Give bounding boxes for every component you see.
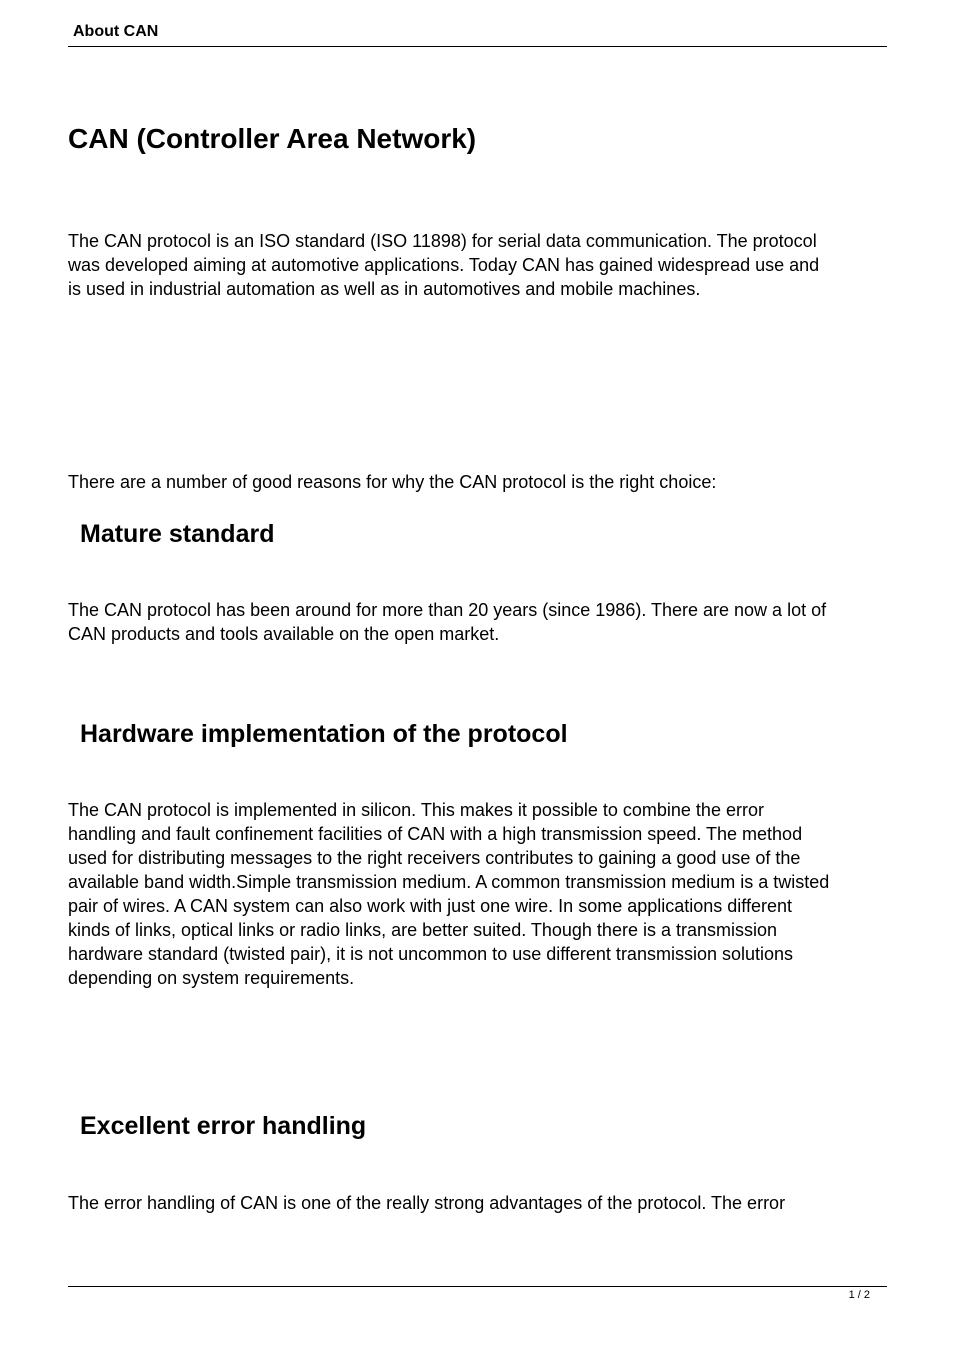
intro-paragraph [68,229,898,301]
page-title: CAN (Controller Area Network) [68,123,477,154]
intro-line: was developed aiming at automotive applications. Today CAN has gained widespread use and [68,255,820,275]
header-title: About CAN [73,23,159,40]
intro-line: The CAN protocol is an ISO standard (ISO 11898) for serial data communication. The protocol [68,231,817,251]
section-heading-mature-standard: Mature standard [80,520,275,548]
paragraph-line: The error handling of CAN is one of the really strong advantages of the protocol. The error [68,1193,786,1213]
section-paragraph-mature-standard [68,598,898,646]
paragraph-line: handling and fault confinement facilities of CAN with a high transmission speed. The method [68,824,803,844]
reasons-intro-paragraph [68,470,898,494]
section-heading-hardware-implementation: Hardware implementation of the protocol [80,720,568,748]
paragraph-line: available band width.Simple transmission medium. A common transmission medium is a twisted [68,872,830,892]
page-number: 1 / 2 [848,1289,870,1301]
section-paragraph-error-handling [68,1191,898,1215]
paragraph-line: The CAN protocol is implemented in silicon. This makes it possible to combine the error [68,800,764,820]
paragraph-line: hardware standard (twisted pair), it is not uncommon to use different transmission solutions [68,944,794,964]
paragraph-line: CAN products and tools available on the open market. [68,624,500,644]
header-divider [68,46,887,47]
paragraph-line: kinds of links, optical links or radio links, are better suited. Though there is a transmission [68,920,778,940]
paragraph-line: used for distributing messages to the right receivers contributes to gaining a good use of the [68,848,801,868]
section-paragraph-hardware-implementation [68,798,898,990]
paragraph-line: depending on system requirements. [68,968,355,988]
paragraph-line: The CAN protocol has been around for more than 20 years (since 1986). There are now a lot of [68,600,827,620]
footer-divider [68,1286,887,1287]
paragraph-line: pair of wires. A CAN system can also work with just one wire. In some applications different [68,896,792,916]
reasons-intro-line: There are a number of good reasons for why the CAN protocol is the right choice: [68,472,717,492]
section-heading-error-handling: Excellent error handling [80,1112,367,1140]
intro-line: is used in industrial automation as well as in automotives and mobile machines. [68,279,701,299]
